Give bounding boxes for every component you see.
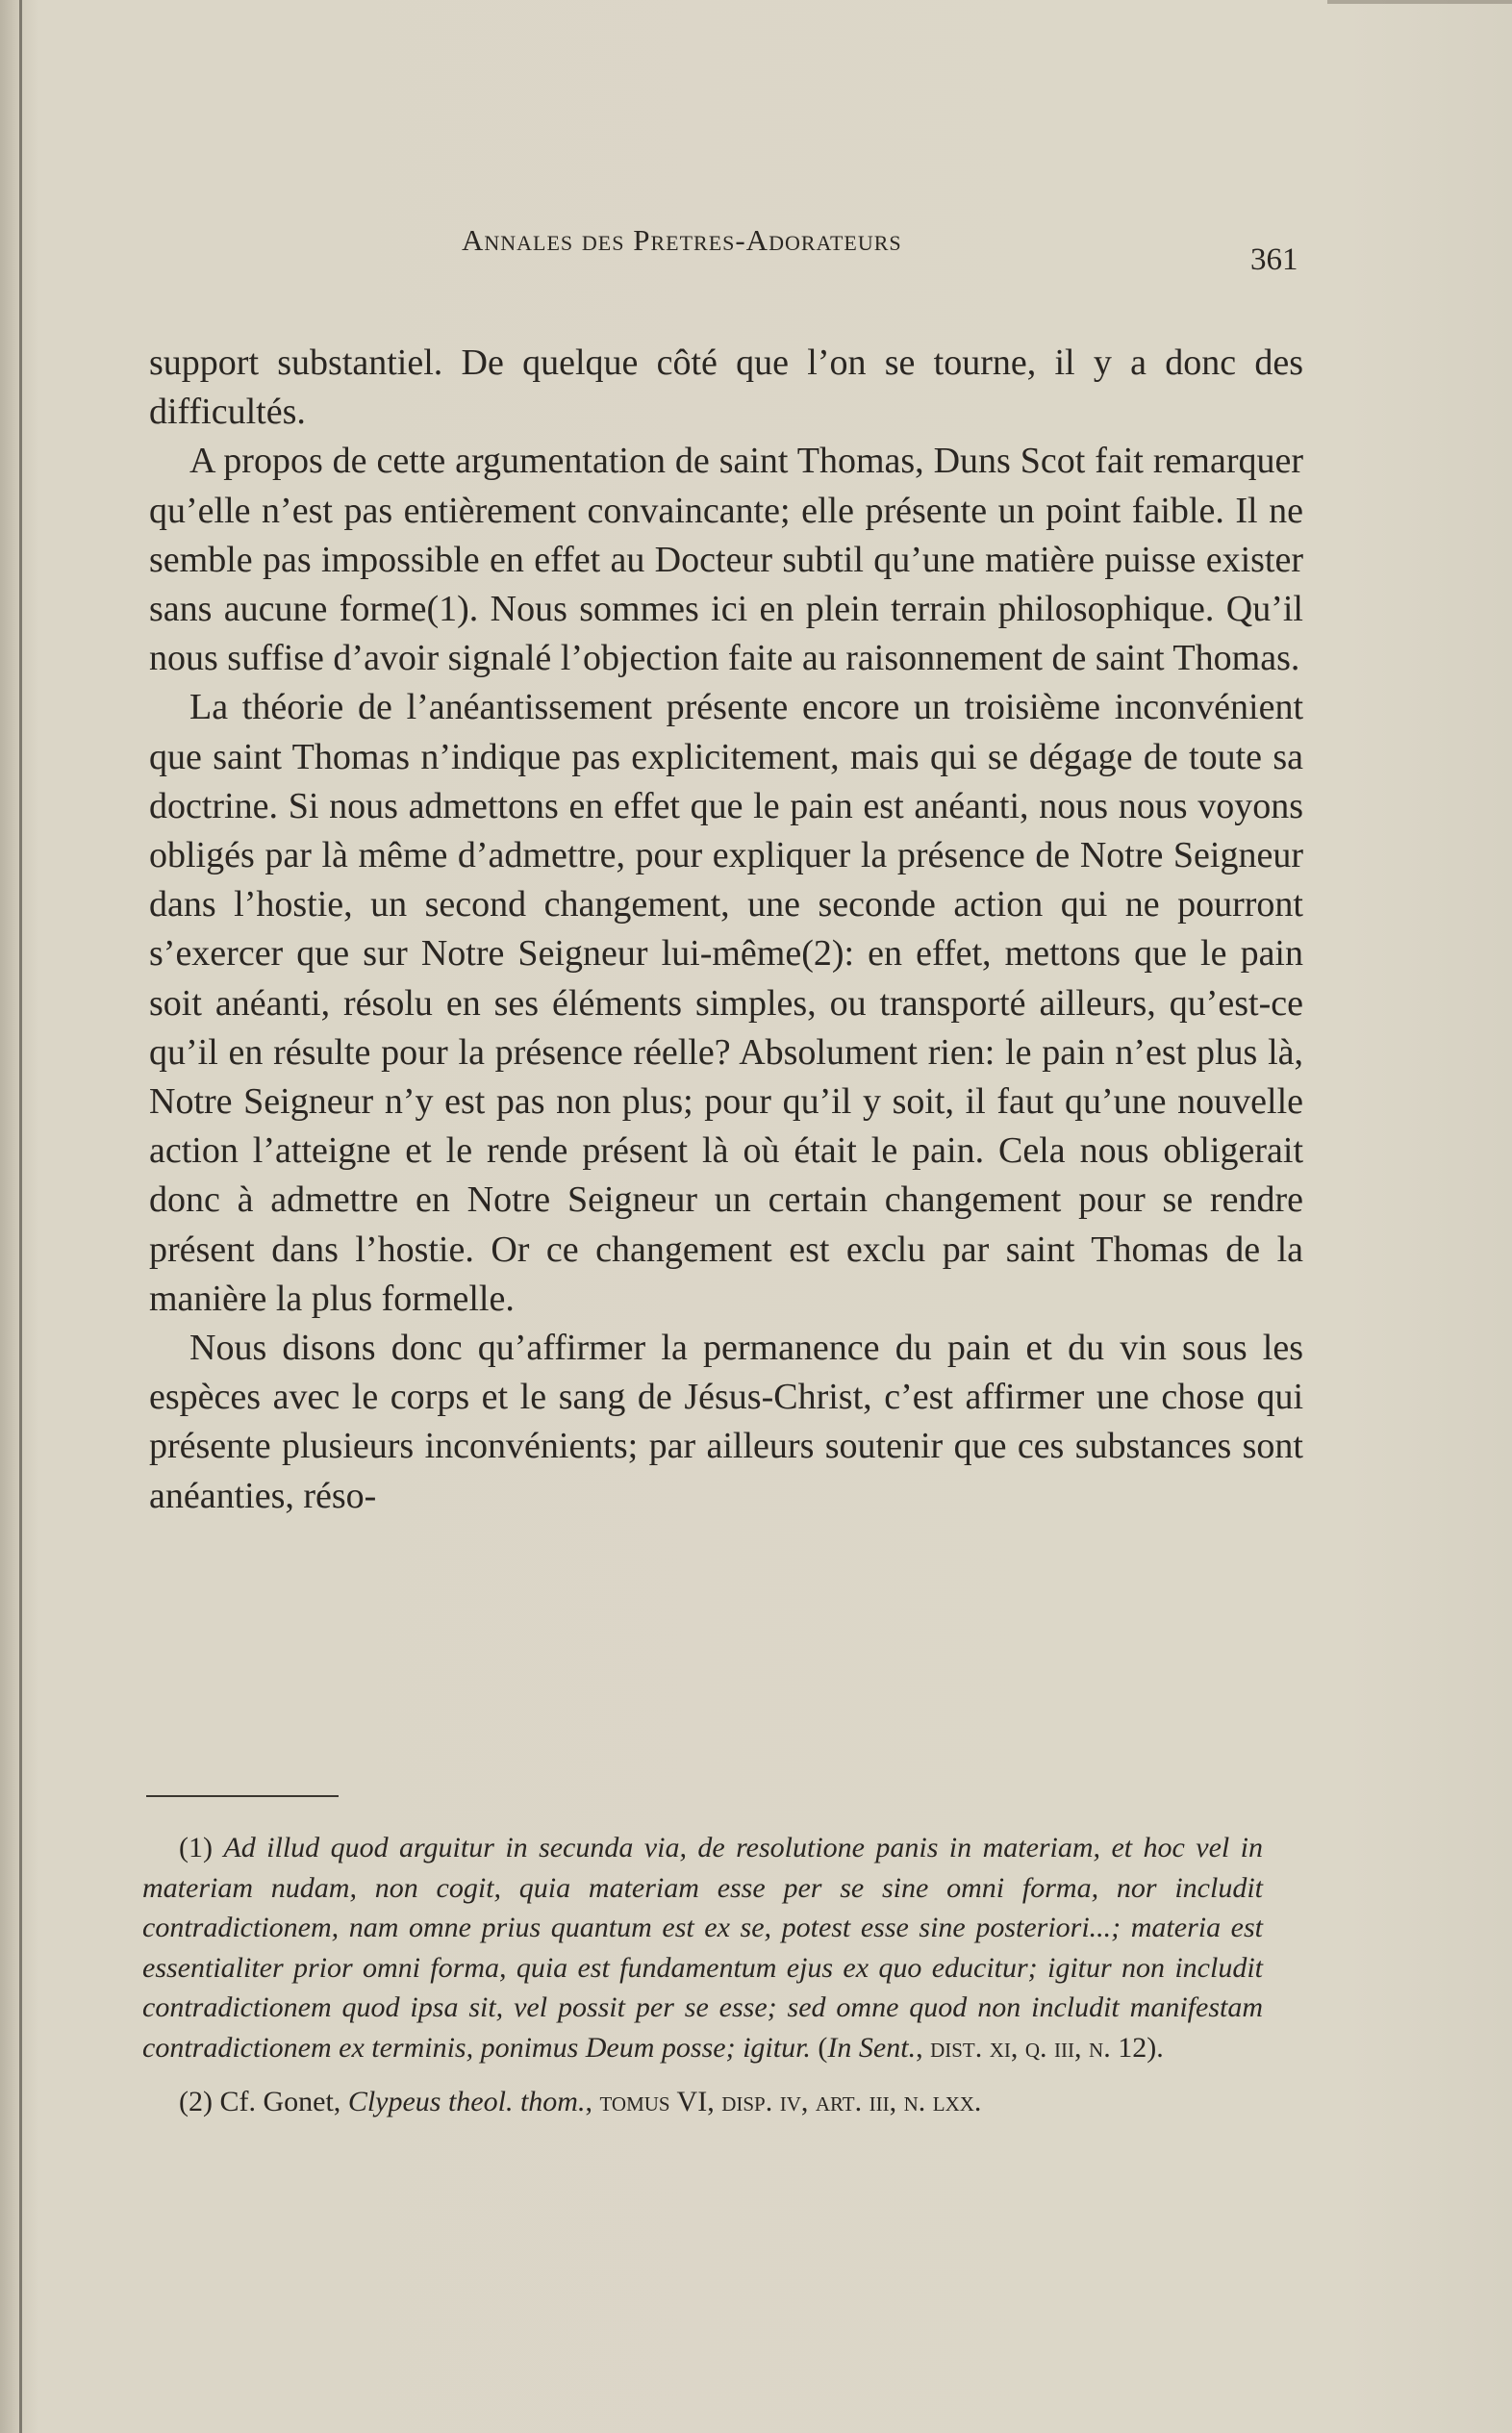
footnote-mark: (2) xyxy=(179,2086,213,2117)
page-top-edge xyxy=(1327,0,1512,4)
paragraph: A propos de cette argumentation de saint Thomas, Duns Scot fait remarquer qu’elle n’est pas entièrement convaincante; elle présente un point faible. Il ne semble pas impossible en effet au Docteur subtil qu’une matière puisse exister sans aucune forme(1). Nous sommes ici en plein terrain philosophique. Qu’il nous suffise d’avoir signalé l’objection faite au raisonnement de saint Thomas. xyxy=(149,441,1303,679)
running-title: Annales des Pretres-Adorateurs xyxy=(462,223,902,257)
reference-work: In Sent. xyxy=(827,2031,917,2064)
footnote-reference: , tomus VI, disp. iv, art. iii, n. lxx. xyxy=(585,2086,982,2117)
footnotes xyxy=(142,1828,1263,2122)
paragraph: La théorie de l’anéantissement présente encore un troisième inconvénient que saint Thomas n’indique pas explicitement, mais qui se dégage de toute sa doctrine. Si nous admettons en effet que le pain est anéanti, nous nous voyons obligés par là même d’admettre, pour expliquer la présence de Notre Seigneur dans l’hostie, un second changement, une seconde action qui ne pourront s’exercer que sur Notre Seigneur lui-même(2): en effet, mettons que le pain soit anéanti, résolu en ses éléments simples, ou transporté ailleurs, qu’est-ce qu’il en résulte pour la présence réelle? Absolument rien: le pain n’est plus là, Notre Seigneur n’y est pas non plus; pour qu’il y soit, il faut qu’une nouvelle action l’atteigne et le rende présent là où était le pain. Cela nous obligerait donc à admettre en Notre Seigneur un certain changement pour se rendre présent dans l’hostie. Or ce changement est exclu par saint Thomas de la manière la plus formelle. xyxy=(149,687,1303,1319)
reference-work: Clypeus theol. thom. xyxy=(347,2086,586,2117)
page-edge-shadow xyxy=(19,0,22,2433)
paragraph: Nous disons donc qu’affirmer la permanence du pain et du vin sous les espèces avec le corps et le sang de Jésus-Christ, c’est affirmer une chose qui présente plusieurs inconvénients; par ailleurs soutenir que ces substances sont anéanties, réso- xyxy=(149,1328,1303,1516)
footnote-latin-quote: Ad illud quod arguitur in secunda via, de resolutione panis in materiam, et hoc vel in materiam nudam, non cogit, quia materiam esse per se sine omni forma, nor includit contradictionem, nam omne prius quantum est ex se, potest esse sine posteriori...; materia est essentialiter prior omni forma, quia est fundamentum ejus ex quo educitur; igitur non includit contradictionem quod ipsa sit, vel possit per se esse; sed omne quod non includit manifestam contradictionem ex terminis, ponimus Deum posse; igitur. xyxy=(142,1832,1263,2064)
footnote-mark: (1) xyxy=(179,1832,213,1863)
page-number: 361 xyxy=(1250,242,1298,277)
paragraph: support substantiel. De quelque côté que l’on se tourne, il y a donc des difficultés. xyxy=(149,342,1303,433)
page-header xyxy=(144,223,1318,281)
footnote-1 xyxy=(142,1828,1263,2067)
footnote-reference: (In Sent., dist. xi, q. iii, n. 12). xyxy=(818,2031,1164,2064)
main-text xyxy=(149,339,1303,1521)
footnote-2 xyxy=(142,2082,1263,2122)
footnote-separator xyxy=(146,1795,339,1797)
footnote-cf: Cf. Gonet, xyxy=(219,2086,341,2117)
